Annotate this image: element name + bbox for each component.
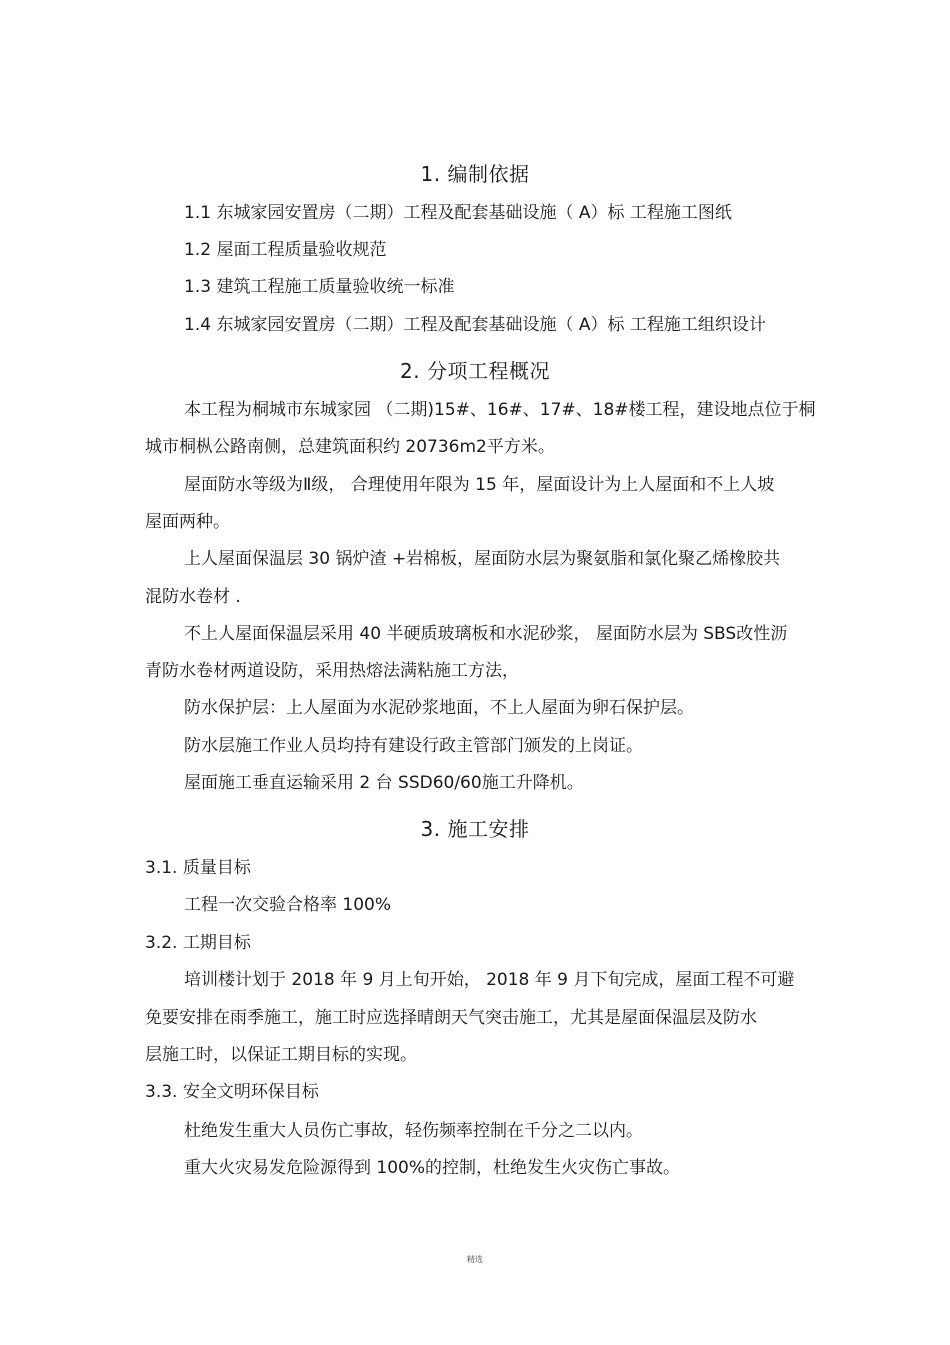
schedule-line-2: 免要安排在雨季施工，施工时应选择晴朗天气突击施工，尤其是屋面保温层及防水 <box>145 1008 757 1028</box>
quality-goal-text: 工程一次交验合格率 100% <box>184 895 392 915</box>
basis-item-1: 1.1 东城家园安置房（二期）工程及配套基础设施（ A）标 工程施工图纸 <box>184 203 732 223</box>
basis-item-4: 1.4 东城家园安置房（二期）工程及配套基础设施（ A）标 工程施工组织设计 <box>184 315 766 335</box>
section-heading-1: 1. 编制依据 <box>420 162 530 186</box>
overview-line-11: 屋面施工垂直运输采用 2 台 SSD60/60施工升降机。 <box>184 773 584 793</box>
section-heading-2: 2. 分项工程概况 <box>400 359 550 383</box>
overview-line-1: 本工程为桐城市东城家园 （二期)15#、16#、17#、18#楼工程，建设地点位于桐 <box>184 400 816 420</box>
schedule-line-3: 层施工时，以保证工期目标的实现。 <box>145 1045 417 1065</box>
overview-line-8: 青防水卷材两道设防，采用热熔法满粘施工方法， <box>145 661 519 681</box>
overview-line-6: 混防水卷材 . <box>145 587 241 607</box>
overview-line-4: 屋面两种。 <box>145 512 230 532</box>
page-footer: 精选 <box>467 1255 483 1264</box>
overview-line-7: 不上人屋面保温层采用 40 半硬质玻璃板和水泥砂浆， 屋面防水层为 SBS改性沥 <box>184 624 788 644</box>
safety-line-1: 杜绝发生重大人员伤亡事故，轻伤频率控制在千分之二以内。 <box>184 1121 643 1141</box>
safety-line-2: 重大火灾易发危险源得到 100%的控制，杜绝发生火灾伤亡事故。 <box>184 1158 681 1178</box>
overview-line-2: 城市桐枞公路南侧，总建筑面积约 20736m2平方米。 <box>145 437 555 457</box>
schedule-line-1: 培训楼计划于 2018 年 9 月上旬开始， 2018 年 9 月下旬完成，屋面工程不可避 <box>184 970 795 990</box>
subsection-title-3-1: 3.1. 质量目标 <box>145 858 251 878</box>
overview-line-3: 屋面防水等级为Ⅱ级， 合理使用年限为 15 年，屋面设计为上人屋面和不上人坡 <box>184 475 775 495</box>
overview-line-10: 防水层施工作业人员均持有建设行政主管部门颁发的上岗证。 <box>184 736 643 756</box>
overview-line-5: 上人屋面保温层 30 锅炉渣 +岩棉板，屋面防水层为聚氨脂和氯化聚乙烯橡胶共 <box>184 549 781 569</box>
section-heading-3: 3. 施工安排 <box>420 817 530 841</box>
basis-item-3: 1.3 建筑工程施工质量验收统一标准 <box>184 277 455 297</box>
subsection-title-3-2: 3.2. 工期目标 <box>145 933 251 953</box>
subsection-title-3-3: 3.3. 安全文明环保目标 <box>145 1082 319 1102</box>
overview-line-9: 防水保护层：上人屋面为水泥砂浆地面，不上人屋面为卵石保护层。 <box>184 698 694 718</box>
basis-item-2: 1.2 屋面工程质量验收规范 <box>184 240 387 260</box>
